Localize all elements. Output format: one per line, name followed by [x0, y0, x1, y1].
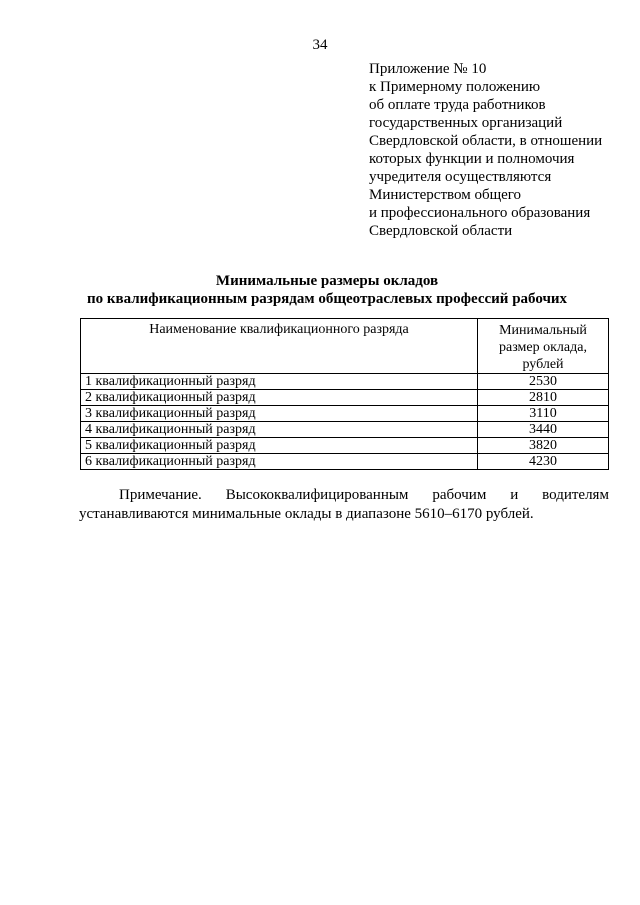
appendix-line: Министерством общего — [369, 187, 522, 203]
header-salary-line: размер оклада, — [499, 340, 587, 355]
table-header-row — [81, 319, 609, 374]
salary-cell: 2530 — [478, 374, 609, 390]
appendix-line: учредителя осуществляются — [369, 169, 552, 185]
header-salary-line: рублей — [522, 357, 564, 372]
salary-cell: 3110 — [478, 406, 609, 422]
table-row — [81, 454, 609, 470]
header-grade-name: Наименование квалификационного разряда — [81, 319, 478, 374]
note-paragraph — [79, 486, 609, 524]
grade-name-cell: 2 квалификационный разряд — [81, 390, 478, 406]
salary-table — [80, 318, 609, 470]
note-line-2: устанавливаются минимальные оклады в диапазоне 5610–6170 рублей. — [79, 506, 534, 522]
grade-name-cell: 1 квалификационный разряд — [81, 374, 478, 390]
grade-name-cell: 5 квалификационный разряд — [81, 438, 478, 454]
table-row — [81, 374, 609, 390]
note-line-1 — [79, 486, 609, 505]
page-number: 34 — [312, 37, 328, 53]
grade-name-cell: 3 квалификационный разряд — [81, 406, 478, 422]
appendix-line: к Примерному положению — [369, 79, 541, 95]
title-line-2: по квалификационным разрядам общеотраслевых профессий рабочих — [86, 291, 568, 307]
grade-name-cell: 4 квалификационный разряд — [81, 422, 478, 438]
table-row — [81, 406, 609, 422]
appendix-line: которых функции и полномочия — [369, 151, 575, 167]
appendix-line: государственных организаций — [369, 115, 563, 131]
appendix-header — [369, 60, 634, 240]
salary-cell: 2810 — [478, 390, 609, 406]
table-row — [81, 422, 609, 438]
salary-cell: 4230 — [478, 454, 609, 470]
note-word: Высококвалифицированным — [225, 487, 409, 503]
note-word: Примечание. — [119, 487, 202, 503]
appendix-line: Свердловской области, в отношении — [369, 133, 603, 149]
appendix-line: об оплате труда работников — [369, 97, 546, 113]
note-word: водителям — [542, 487, 609, 503]
document-title — [60, 272, 594, 308]
appendix-line: Свердловской области — [369, 223, 513, 239]
appendix-line: Приложение № 10 — [369, 61, 487, 77]
appendix-line: и профессионального образования — [369, 205, 591, 221]
header-min-salary — [478, 319, 609, 374]
table-row — [81, 438, 609, 454]
note-word: и — [510, 487, 519, 503]
grade-name-cell: 6 квалификационный разряд — [81, 454, 478, 470]
header-salary-line: Минимальный — [499, 323, 587, 338]
note-word: рабочим — [432, 487, 487, 503]
title-line-1: Минимальные размеры окладов — [215, 273, 439, 289]
salary-cell: 3820 — [478, 438, 609, 454]
table-row — [81, 390, 609, 406]
salary-cell: 3440 — [478, 422, 609, 438]
